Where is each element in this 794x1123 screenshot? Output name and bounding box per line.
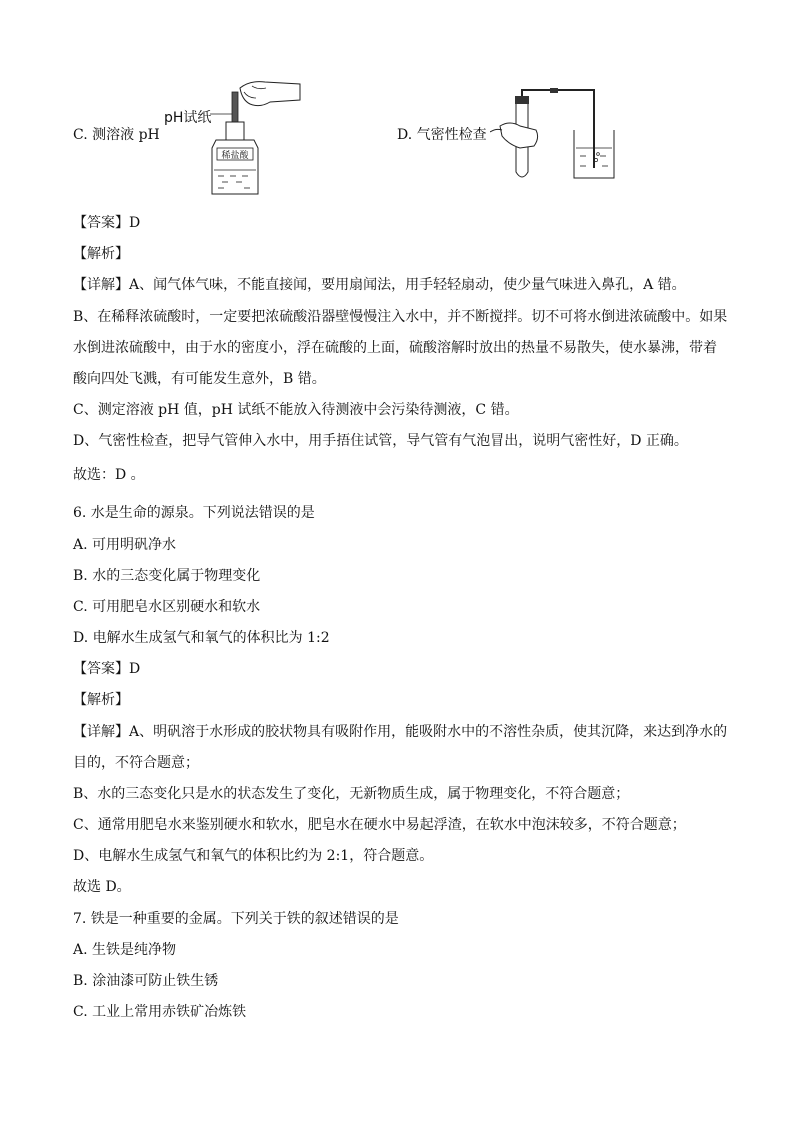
q6-explanation-line: 【详解】A、明矾溶于水形成的胶状物具有吸附作用，能吸附水中的不溶性杂质，使其沉降，来达到净水的 [73, 724, 728, 740]
q5-explanation-line: C、测定溶液 pH 值，pH 试纸不能放入待测液中会污染待测液，C 错。 [73, 402, 519, 418]
air-tightness-illustration [490, 86, 620, 186]
q5-explanation-line: 酸向四处飞溅，有可能发生意外，B 错。 [73, 371, 326, 387]
hand-shape [240, 82, 300, 106]
stopper [515, 96, 529, 104]
q6-option-a: A. 可用明矾净水 [73, 537, 177, 553]
q6-analysis-heading: 【解析】 [73, 692, 129, 708]
bottle-neck [226, 122, 244, 140]
q5-explanation-line: D、气密性检查，把导气管伸入水中，用手捂住试管，导气管有气泡冒出，说明气密性好，D 正确。 [73, 433, 688, 449]
q7-option-c: C. 工业上常用赤铁矿冶炼铁 [73, 1004, 247, 1020]
q5-explanation-line: B、在稀释浓硫酸时，一定要把浓硫酸沿器壁慢慢注入水中，并不断搅拌。切不可将水倒进浓硫酸中。如果 [73, 309, 728, 325]
hand-grip [500, 123, 538, 148]
q6-option-c: C. 可用肥皂水区别硬水和软水 [73, 599, 261, 615]
q5-explanation-line: 水倒进浓硫酸中，由于水的密度小，浮在硫酸的上面，硫酸溶解时放出的热量不易散失，使水暴沸，带着 [73, 340, 717, 356]
bubble [597, 153, 600, 156]
q5-explanation-line: 【详解】A、闻气体气味，不能直接闻，要用扇闻法，用手轻轻扇动，使少量气味进入鼻孔，A 错。 [73, 277, 686, 293]
option-c-label: C. 测溶液 pH [73, 127, 160, 143]
q6-option-d: D. 电解水生成氢气和氧气的体积比为 1:2 [73, 630, 330, 646]
option-d-label: D. 气密性检查 [397, 127, 487, 143]
q7-option-b: B. 涂油漆可防止铁生锈 [73, 973, 219, 989]
q6-stem: 6. 水是生命的源泉。下列说法错误的是 [73, 505, 315, 521]
q6-explanation-line: B、水的三态变化只是水的状态发生了变化，无新物质生成，属于物理变化，不符合题意； [73, 786, 630, 802]
q6-explanation-line: C、通常用肥皂水来鉴别硬水和软水，肥皂水在硬水中易起浮渣，在软水中泡沫较多，不符合题意； [73, 817, 686, 833]
q7-option-a: A. 生铁是纯净物 [73, 942, 177, 958]
ph-test-illustration [200, 78, 310, 198]
q6-answer: 【答案】D [73, 661, 141, 677]
q5-answer: 【答案】D [73, 215, 141, 231]
q6-explanation-line: 目的，不符合题意； [73, 755, 199, 771]
q6-explanation-line: D、电解水生成氢气和氧气的体积比约为 2:1，符合题意。 [73, 848, 434, 864]
ph-paper-label: pH试纸 [164, 110, 212, 126]
q7-stem: 7. 铁是一种重要的金属。下列关于铁的叙述错误的是 [73, 911, 399, 927]
q6-conclusion: 故选 D。 [73, 879, 131, 895]
q6-option-b: B. 水的三态变化属于物理变化 [73, 568, 261, 584]
q5-analysis-heading: 【解析】 [73, 246, 129, 262]
bottle-label: 稀盐酸 [221, 151, 249, 161]
q5-conclusion: 故选：D 。 [73, 467, 145, 483]
